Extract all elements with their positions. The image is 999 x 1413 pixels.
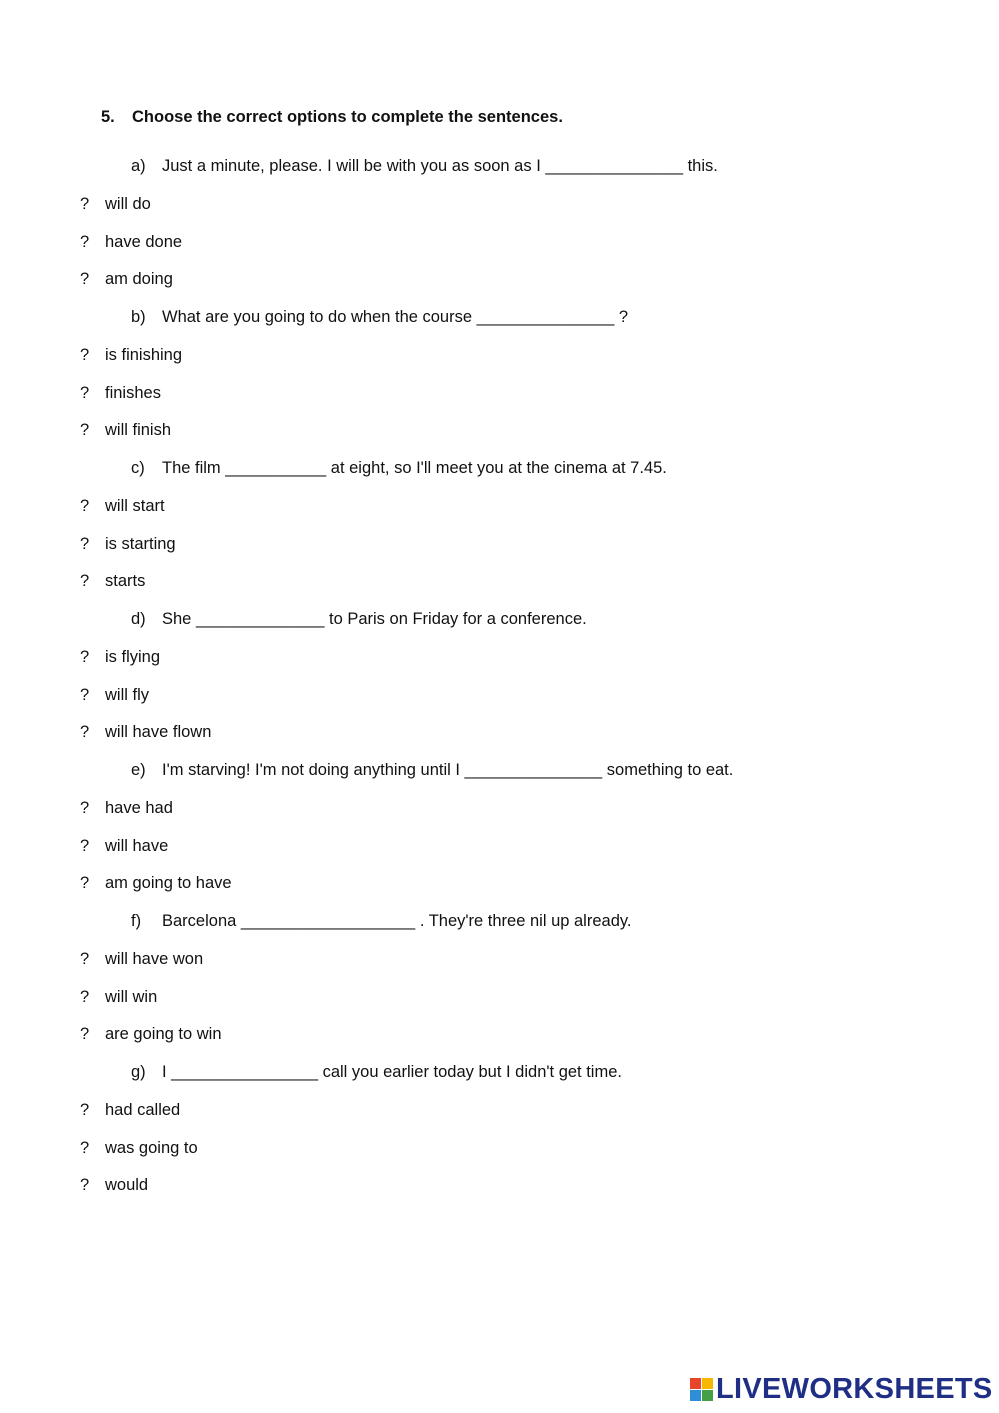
answer-option[interactable] <box>80 270 173 289</box>
question-a <box>131 157 718 176</box>
question-letter: g) <box>131 1063 146 1081</box>
question-letter: f) <box>131 912 142 930</box>
logo-blocks-icon <box>690 1378 713 1401</box>
option-text: have done <box>105 232 183 251</box>
exercise-instruction: Choose the correct options to complete the sentences. <box>132 108 563 126</box>
option-marker[interactable]: ? <box>80 1025 90 1044</box>
answer-option[interactable] <box>80 535 176 554</box>
question-d <box>131 610 587 629</box>
option-text: are going to win <box>105 1025 222 1044</box>
option-marker[interactable]: ? <box>80 723 90 742</box>
question-text: The film ___________ at eight, so I'll meet you at the cinema at 7.45. <box>162 459 667 477</box>
answer-option[interactable] <box>80 648 160 667</box>
option-text: will win <box>105 987 158 1006</box>
option-text: had called <box>105 1100 181 1119</box>
option-text: was going to <box>105 1138 198 1157</box>
answer-option[interactable] <box>80 837 168 856</box>
answer-option[interactable] <box>80 950 203 969</box>
option-text: will start <box>105 496 165 515</box>
option-marker[interactable]: ? <box>80 421 90 440</box>
option-marker[interactable]: ? <box>80 1100 90 1119</box>
answer-option[interactable] <box>80 988 157 1007</box>
option-marker[interactable]: ? <box>80 874 90 893</box>
answer-option[interactable] <box>80 233 182 252</box>
option-text: will finish <box>105 421 172 440</box>
option-text: is finishing <box>105 345 183 364</box>
option-marker[interactable]: ? <box>80 987 90 1006</box>
answer-option[interactable] <box>80 874 232 893</box>
question-letter: b) <box>131 308 146 326</box>
answer-option[interactable] <box>80 1139 198 1158</box>
option-text: will do <box>105 194 151 213</box>
option-text: will fly <box>105 685 149 704</box>
option-marker[interactable]: ? <box>80 270 90 289</box>
option-text: am doing <box>105 270 173 289</box>
option-marker[interactable]: ? <box>80 949 90 968</box>
option-marker[interactable]: ? <box>80 647 90 666</box>
option-marker[interactable]: ? <box>80 1138 90 1157</box>
question-b <box>131 308 628 327</box>
option-marker[interactable]: ? <box>80 232 90 251</box>
option-marker[interactable]: ? <box>80 1176 90 1195</box>
question-letter: e) <box>131 761 146 779</box>
question-text: I'm starving! I'm not doing anything until I _______________ something to eat. <box>162 761 734 779</box>
answer-option[interactable] <box>80 1176 148 1195</box>
question-text: I ________________ call you earlier today but I didn't get time. <box>162 1063 622 1081</box>
liveworksheets-logo <box>690 1373 993 1406</box>
question-text: Barcelona ___________________ . They're three nil up already. <box>162 912 632 930</box>
option-marker[interactable]: ? <box>80 798 90 817</box>
option-text: am going to have <box>105 874 232 893</box>
logo-text: LIVEWORKSHEETS <box>716 1373 993 1405</box>
question-letter: a) <box>131 157 146 175</box>
answer-option[interactable] <box>80 572 145 591</box>
option-text: will have flown <box>105 723 212 742</box>
answer-option[interactable] <box>80 686 149 705</box>
option-text: will have <box>105 836 169 855</box>
exercise-number: 5. <box>101 108 115 126</box>
answer-option[interactable] <box>80 384 161 403</box>
option-marker[interactable]: ? <box>80 383 90 402</box>
option-marker[interactable]: ? <box>80 345 90 364</box>
answer-option[interactable] <box>80 195 151 214</box>
answer-option[interactable] <box>80 723 211 742</box>
option-text: have had <box>105 798 173 817</box>
option-marker[interactable]: ? <box>80 572 90 591</box>
question-text: What are you going to do when the course _______________ ? <box>162 308 629 326</box>
option-text: is flying <box>105 647 161 666</box>
question-g <box>131 1063 622 1082</box>
answer-option[interactable] <box>80 346 182 365</box>
question-letter: c) <box>131 459 145 477</box>
question-letter: d) <box>131 610 146 628</box>
option-marker[interactable]: ? <box>80 194 90 213</box>
answer-option[interactable] <box>80 799 173 818</box>
option-marker[interactable]: ? <box>80 534 90 553</box>
question-f <box>131 912 631 931</box>
question-text: Just a minute, please. I will be with you as soon as I _______________ this. <box>162 157 718 175</box>
option-text: starts <box>105 572 146 591</box>
option-text: is starting <box>105 534 176 553</box>
option-text: would <box>105 1176 149 1195</box>
option-text: finishes <box>105 383 161 402</box>
answer-option[interactable] <box>80 421 171 440</box>
option-marker[interactable]: ? <box>80 685 90 704</box>
question-e <box>131 761 733 780</box>
option-text: will have won <box>105 949 204 968</box>
answer-option[interactable] <box>80 1101 180 1120</box>
exercise-title <box>101 108 563 127</box>
option-marker[interactable]: ? <box>80 496 90 515</box>
answer-option[interactable] <box>80 497 165 516</box>
option-marker[interactable]: ? <box>80 836 90 855</box>
question-c <box>131 459 667 478</box>
answer-option[interactable] <box>80 1025 222 1044</box>
question-text: She ______________ to Paris on Friday for a conference. <box>162 610 587 628</box>
